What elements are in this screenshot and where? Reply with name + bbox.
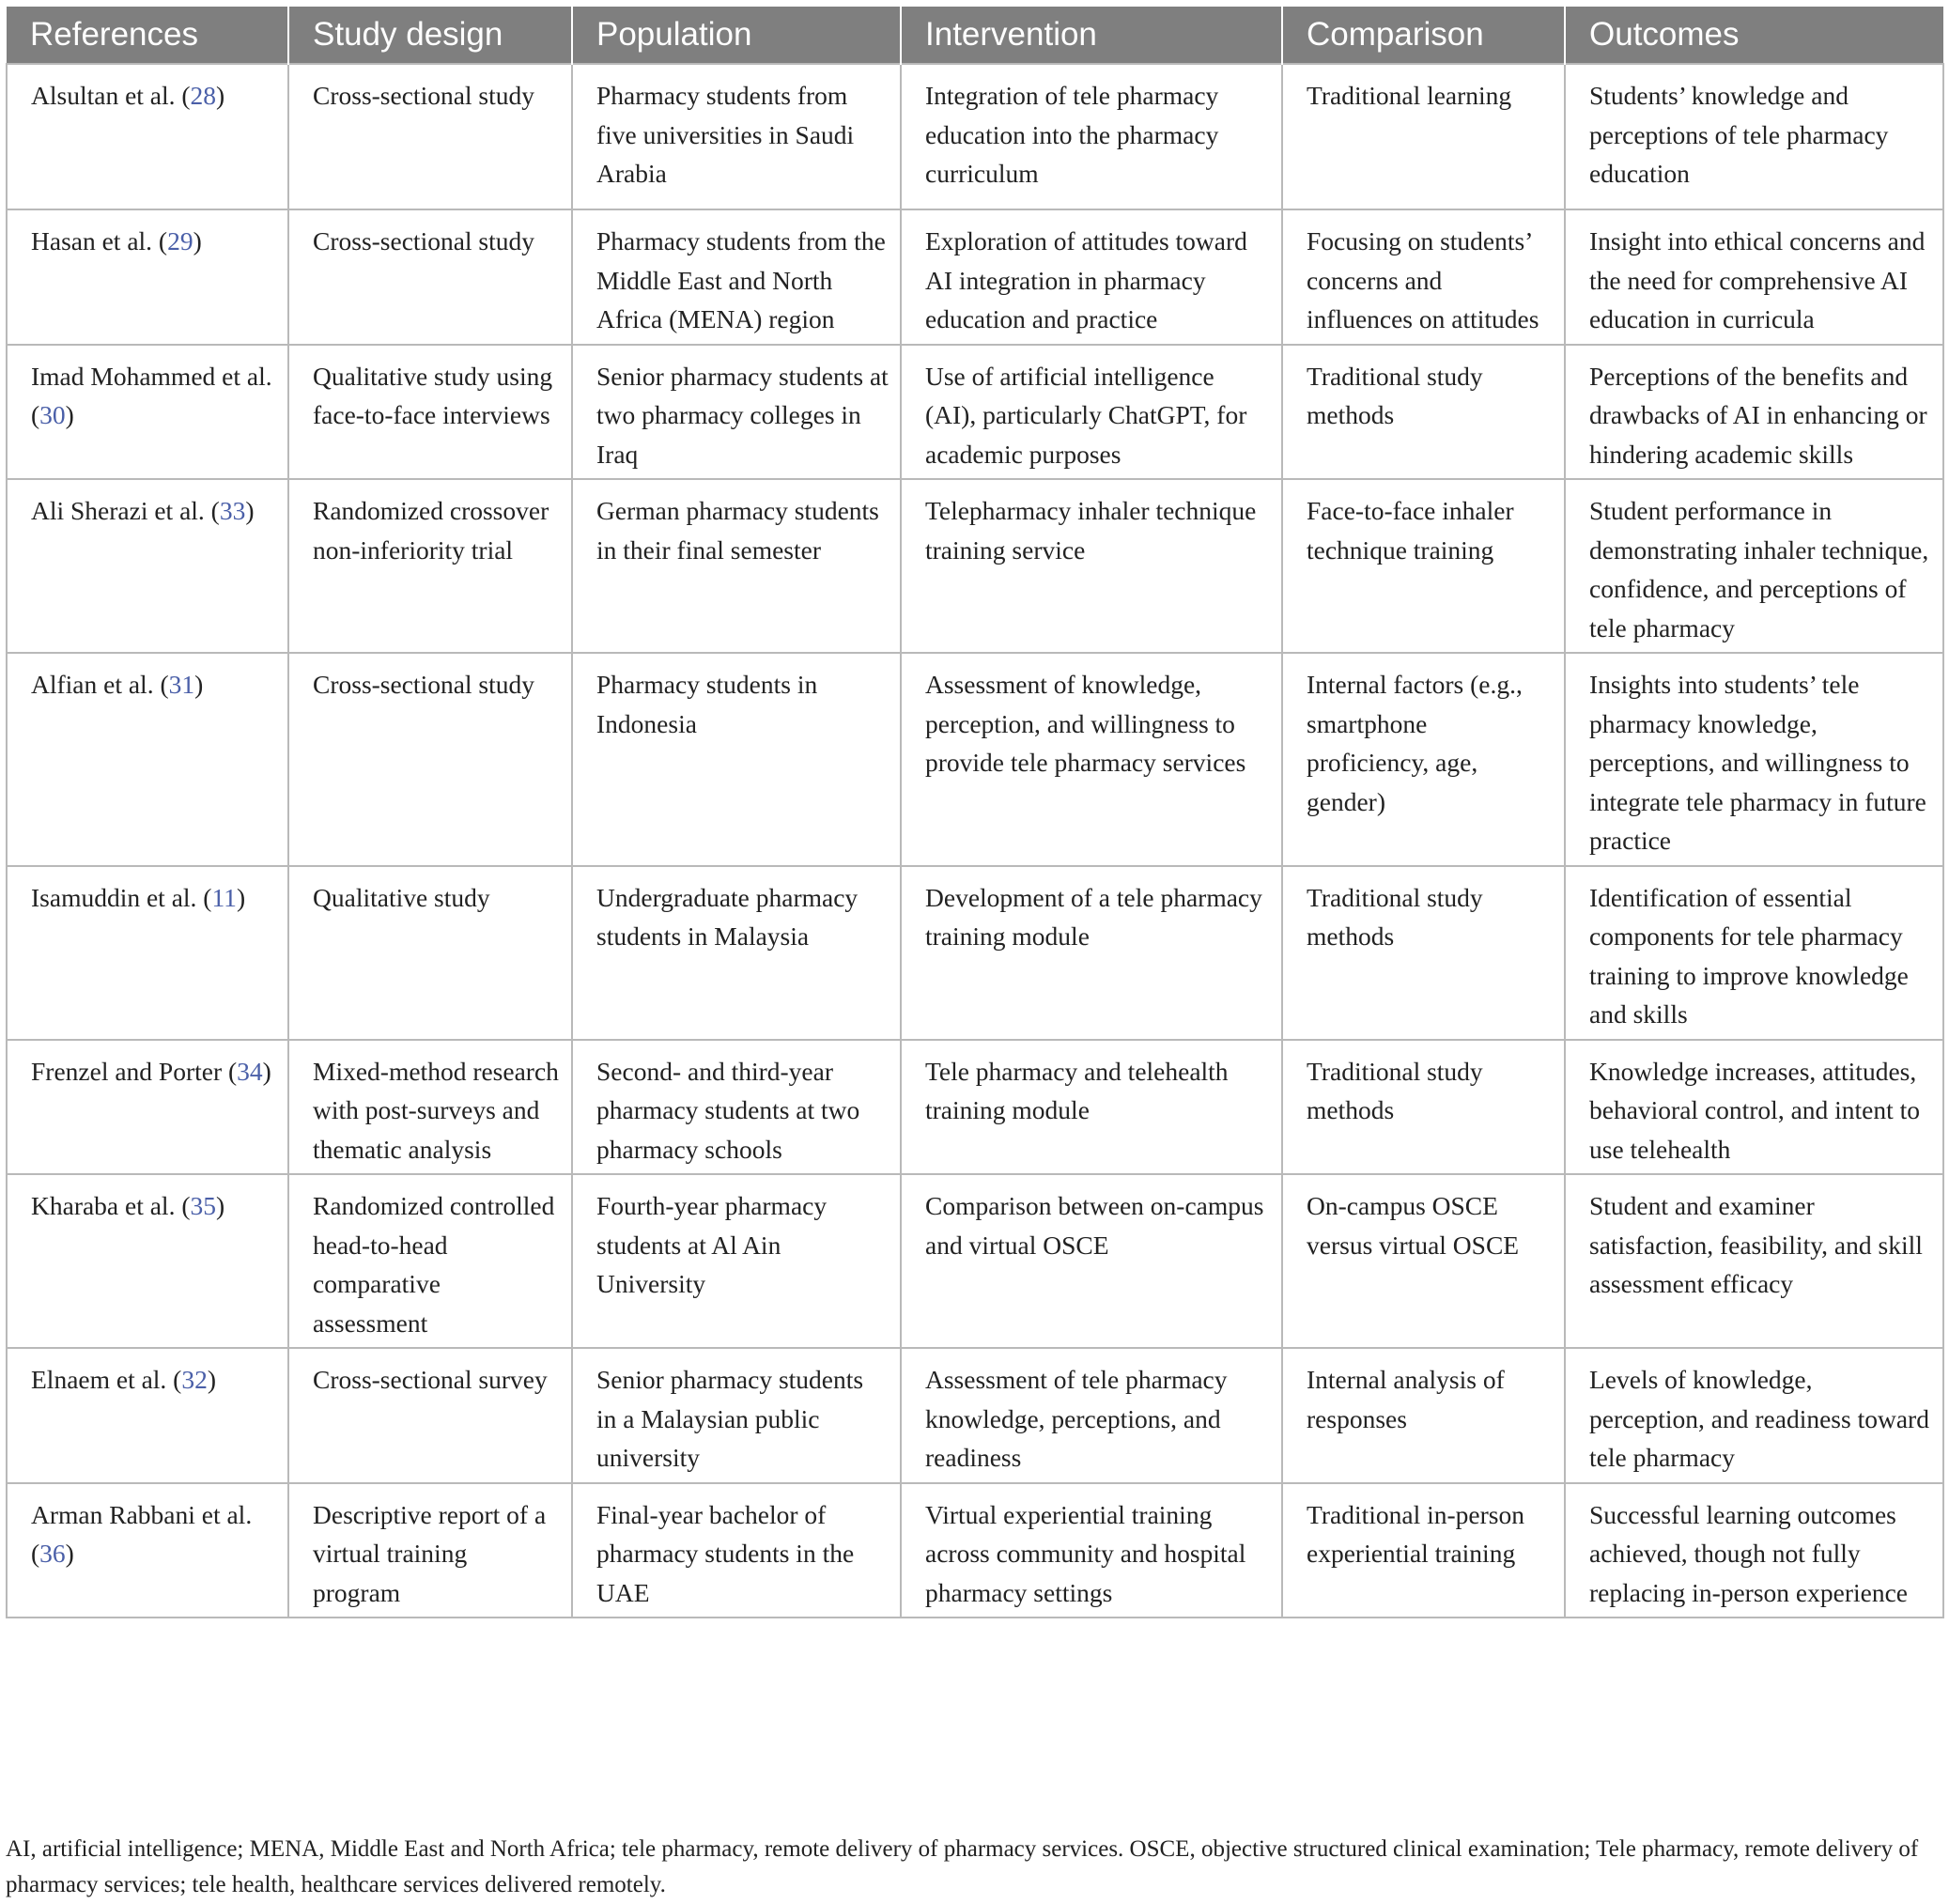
studies-table bbox=[6, 7, 1944, 1618]
table-row bbox=[7, 209, 1943, 345]
cell-outcomes: Successful learning outcomes achieved, though not fully replacing in-person experience bbox=[1565, 1483, 1943, 1618]
cell-comparison: Face-to-face inhaler technique training bbox=[1282, 479, 1565, 653]
reference-close: ) bbox=[262, 1056, 271, 1086]
reference-link[interactable]: 33 bbox=[219, 496, 246, 525]
header-references: References bbox=[7, 7, 288, 64]
table-row bbox=[7, 1483, 1943, 1618]
cell-design: Cross-sectional survey bbox=[288, 1348, 572, 1483]
cell-reference bbox=[7, 1040, 288, 1175]
reference-close: ) bbox=[193, 226, 202, 255]
cell-outcomes: Insight into ethical concerns and the need for comprehensive AI education in curricula bbox=[1565, 209, 1943, 345]
cell-population: Undergraduate pharmacy students in Malaysia bbox=[572, 866, 901, 1040]
cell-outcomes: Student and examiner satisfaction, feasibility, and skill assessment efficacy bbox=[1565, 1174, 1943, 1348]
cell-design: Qualitative study bbox=[288, 866, 572, 1040]
cell-outcomes: Insights into students’ tele pharmacy knowledge, perceptions, and willingness to integrate tele pharmacy in future practice bbox=[1565, 653, 1943, 866]
cell-reference bbox=[7, 1174, 288, 1348]
reference-close: ) bbox=[236, 882, 246, 912]
cell-outcomes: Student performance in demonstrating inhaler technique, confidence, and perceptions of tele pharmacy bbox=[1565, 479, 1943, 653]
header-intervention: Intervention bbox=[901, 7, 1282, 64]
cell-intervention: Use of artificial intelligence (AI), particularly ChatGPT, for academic purposes bbox=[901, 345, 1282, 480]
reference-link[interactable]: 28 bbox=[190, 81, 217, 110]
cell-design: Descriptive report of a virtual training program bbox=[288, 1483, 572, 1618]
cell-reference bbox=[7, 345, 288, 480]
cell-population: Second- and third-year pharmacy students at two pharmacy schools bbox=[572, 1040, 901, 1175]
cell-outcomes: Perceptions of the benefits and drawbacks of AI in enhancing or hindering academic skills bbox=[1565, 345, 1943, 480]
reference-link[interactable]: 31 bbox=[168, 670, 195, 699]
cell-population: Final-year bachelor of pharmacy students in the UAE bbox=[572, 1483, 901, 1618]
cell-intervention: Development of a tele pharmacy training module bbox=[901, 866, 1282, 1040]
table-row bbox=[7, 479, 1943, 653]
reference-link[interactable]: 29 bbox=[167, 226, 193, 255]
reference-link[interactable]: 30 bbox=[39, 400, 66, 429]
cell-comparison: Focusing on students’ concerns and influences on attitudes bbox=[1282, 209, 1565, 345]
cell-design: Cross-sectional study bbox=[288, 209, 572, 345]
cell-reference bbox=[7, 1483, 288, 1618]
cell-reference bbox=[7, 64, 288, 209]
cell-comparison: Internal factors (e.g., smartphone proficiency, age, gender) bbox=[1282, 653, 1565, 866]
cell-comparison: Traditional in-person experiential training bbox=[1282, 1483, 1565, 1618]
cell-population: Senior pharmacy students at two pharmacy colleges in Iraq bbox=[572, 345, 901, 480]
cell-intervention: Tele pharmacy and telehealth training module bbox=[901, 1040, 1282, 1175]
cell-comparison: Traditional learning bbox=[1282, 64, 1565, 209]
cell-intervention: Assessment of tele pharmacy knowledge, perceptions, and readiness bbox=[901, 1348, 1282, 1483]
cell-population: Pharmacy students in Indonesia bbox=[572, 653, 901, 866]
reference-close: ) bbox=[65, 400, 74, 429]
table-row bbox=[7, 1174, 1943, 1348]
table-container bbox=[6, 7, 1942, 1618]
cell-reference bbox=[7, 1348, 288, 1483]
cell-design: Cross-sectional study bbox=[288, 64, 572, 209]
reference-link[interactable]: 34 bbox=[237, 1056, 263, 1086]
reference-author: Elnaem et al. ( bbox=[31, 1365, 182, 1394]
cell-reference bbox=[7, 866, 288, 1040]
cell-comparison: On-campus OSCE versus virtual OSCE bbox=[1282, 1174, 1565, 1348]
reference-author: Frenzel and Porter ( bbox=[31, 1056, 238, 1086]
table-row bbox=[7, 345, 1943, 480]
reference-close: ) bbox=[65, 1539, 74, 1568]
cell-reference bbox=[7, 209, 288, 345]
reference-author: Ali Sherazi et al. ( bbox=[31, 496, 220, 525]
cell-design: Cross-sectional study bbox=[288, 653, 572, 866]
table-row bbox=[7, 1348, 1943, 1483]
table-row bbox=[7, 1040, 1943, 1175]
reference-author: Arman Rabbani et al. ( bbox=[31, 1499, 253, 1568]
reference-author: Alsultan et al. ( bbox=[31, 81, 191, 110]
cell-intervention: Exploration of attitudes toward AI integration in pharmacy education and practice bbox=[901, 209, 1282, 345]
cell-population: Fourth-year pharmacy students at Al Ain University bbox=[572, 1174, 901, 1348]
cell-intervention: Telepharmacy inhaler technique training service bbox=[901, 479, 1282, 653]
cell-intervention: Integration of tele pharmacy education into the pharmacy curriculum bbox=[901, 64, 1282, 209]
reference-link[interactable]: 11 bbox=[211, 882, 237, 912]
cell-design: Qualitative study using face-to-face interviews bbox=[288, 345, 572, 480]
cell-outcomes: Identification of essential components for tele pharmacy training to improve knowledge and skills bbox=[1565, 866, 1943, 1040]
cell-outcomes: Levels of knowledge, perception, and readiness toward tele pharmacy bbox=[1565, 1348, 1943, 1483]
cell-population: Pharmacy students from the Middle East and North Africa (MENA) region bbox=[572, 209, 901, 345]
reference-link[interactable]: 35 bbox=[190, 1191, 216, 1220]
cell-outcomes: Knowledge increases, attitudes, behavioral control, and intent to use telehealth bbox=[1565, 1040, 1943, 1175]
reference-author: Isamuddin et al. ( bbox=[31, 882, 212, 912]
table-row bbox=[7, 653, 1943, 866]
reference-close: ) bbox=[216, 81, 225, 110]
reference-close: ) bbox=[245, 496, 255, 525]
header-population: Population bbox=[572, 7, 901, 64]
reference-author: Imad Mohammed et al. ( bbox=[31, 361, 272, 429]
cell-intervention: Assessment of knowledge, perception, and willingness to provide tele pharmacy services bbox=[901, 653, 1282, 866]
reference-author: Kharaba et al. ( bbox=[31, 1191, 191, 1220]
cell-intervention: Virtual experiential training across community and hospital pharmacy settings bbox=[901, 1483, 1282, 1618]
table-footnote: AI, artificial intelligence; MENA, Middle East and North Africa; tele pharmacy, remote delivery of pharmacy services. OSCE, objective structured clinical examination; Tele pharmacy, remote delivery of pharmacy services; tele health, healthcare services delivered remotely. bbox=[6, 1836, 1919, 1897]
cell-comparison: Traditional study methods bbox=[1282, 1040, 1565, 1175]
reference-link[interactable]: 32 bbox=[181, 1365, 208, 1394]
reference-link[interactable]: 36 bbox=[39, 1539, 66, 1568]
cell-population: Senior pharmacy students in a Malaysian public university bbox=[572, 1348, 901, 1483]
header-study-design: Study design bbox=[288, 7, 572, 64]
cell-design: Randomized crossover non-inferiority trial bbox=[288, 479, 572, 653]
reference-close: ) bbox=[216, 1191, 225, 1220]
reference-author: Hasan et al. ( bbox=[31, 226, 168, 255]
cell-design: Randomized controlled head-to-head comparative assessment bbox=[288, 1174, 572, 1348]
reference-author: Alfian et al. ( bbox=[31, 670, 169, 699]
cell-comparison: Traditional study methods bbox=[1282, 345, 1565, 480]
cell-reference bbox=[7, 479, 288, 653]
cell-intervention: Comparison between on-campus and virtual OSCE bbox=[901, 1174, 1282, 1348]
header-row bbox=[7, 7, 1943, 64]
table-row bbox=[7, 866, 1943, 1040]
reference-close: ) bbox=[194, 670, 204, 699]
cell-reference bbox=[7, 653, 288, 866]
table-row bbox=[7, 64, 1943, 209]
cell-outcomes: Students’ knowledge and perceptions of tele pharmacy education bbox=[1565, 64, 1943, 209]
reference-close: ) bbox=[207, 1365, 217, 1394]
header-comparison: Comparison bbox=[1282, 7, 1565, 64]
cell-population: Pharmacy students from five universities in Saudi Arabia bbox=[572, 64, 901, 209]
header-outcomes: Outcomes bbox=[1565, 7, 1943, 64]
cell-comparison: Internal analysis of responses bbox=[1282, 1348, 1565, 1483]
cell-population: German pharmacy students in their final semester bbox=[572, 479, 901, 653]
cell-design: Mixed-method research with post-surveys and thematic analysis bbox=[288, 1040, 572, 1175]
cell-comparison: Traditional study methods bbox=[1282, 866, 1565, 1040]
